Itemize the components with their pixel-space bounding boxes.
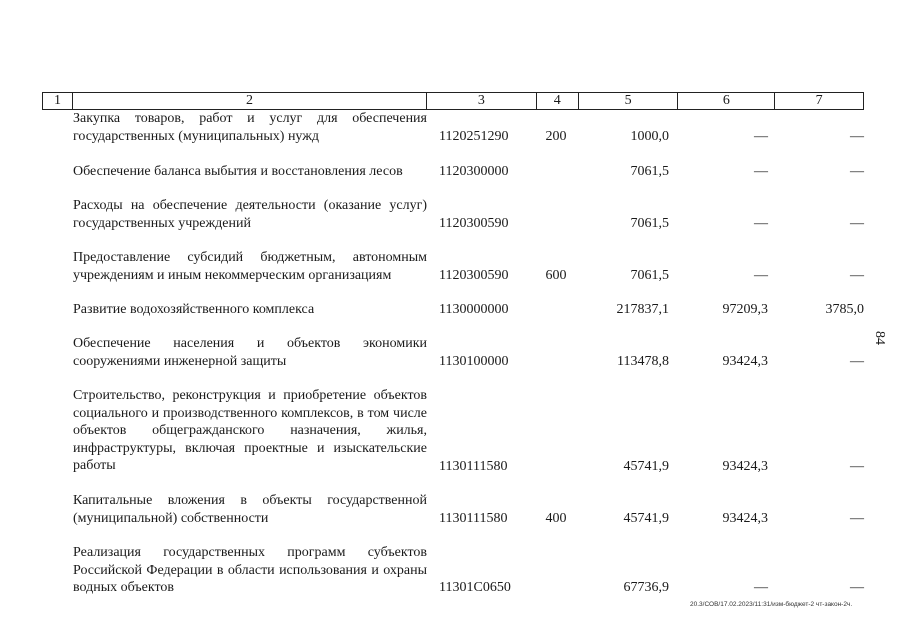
row-value-7: — [850, 354, 864, 369]
row-description: Строительство, реконструкция и приобретение объектов социального и производственного комплексов, в том числе объектов общегражданского назначения, жилья, инфраструктуры, включая проектные и изыскательские работы [73, 388, 427, 473]
row-value-5: 217837,1 [616, 302, 669, 317]
document-footer-stamp: 20.3/СОВ/17.02.2023/11:31/изм-бюджет-2 чт-закон-2ч. [690, 601, 853, 608]
row-value-6: 93424,3 [722, 354, 768, 369]
row-code: 1130111580 [439, 459, 508, 474]
column-header-3: 3 [427, 93, 537, 109]
row-kind: 200 [545, 129, 567, 144]
row-description: Закупка товаров, работ и услуг для обеспечения государственных (муниципальных) нужд [73, 111, 427, 144]
column-header-2: 2 [73, 93, 427, 109]
row-value-6: — [754, 216, 768, 231]
row-value-5: 67736,9 [623, 580, 669, 595]
column-header-6: 6 [678, 93, 775, 109]
row-kind: 600 [545, 268, 567, 283]
row-value-6: 93424,3 [722, 511, 768, 526]
row-value-5: 7061,5 [630, 164, 669, 179]
row-code: 1120300590 [439, 268, 509, 283]
row-value-5: 1000,0 [630, 129, 669, 144]
row-value-5: 113478,8 [617, 354, 669, 369]
row-value-5: 7061,5 [630, 268, 669, 283]
row-value-6: — [754, 129, 768, 144]
column-header-5: 5 [579, 93, 679, 109]
column-header-4: 4 [537, 93, 579, 109]
row-value-7: — [850, 580, 864, 595]
row-value-7: — [850, 268, 864, 283]
row-code: 1130111580 [439, 511, 508, 526]
row-description: Расходы на обеспечение деятельности (оказание услуг) государственных учреждений [73, 198, 427, 231]
row-value-6: 97209,3 [722, 302, 768, 317]
row-value-6: 93424,3 [722, 459, 768, 474]
row-code: 11301С0650 [439, 580, 511, 595]
row-value-7: — [850, 164, 864, 179]
row-value-5: 45741,9 [623, 511, 669, 526]
column-header-7: 7 [815, 93, 823, 108]
row-value-5: 45741,9 [623, 459, 669, 474]
row-value-7: — [850, 511, 864, 526]
row-code: 1130000000 [439, 302, 509, 317]
row-code: 1130100000 [439, 354, 509, 369]
row-value-7: — [850, 216, 864, 231]
row-value-7: — [850, 129, 864, 144]
row-description: Обеспечение населения и объектов экономики сооружениями инженерной защиты [73, 336, 427, 369]
row-description: Реализация государственных программ субъектов Российской Федерации в области использования и охраны водных объектов [73, 545, 427, 595]
row-description: Предоставление субсидий бюджетным, автономным учреждениям и иным некоммерческим организациям [73, 250, 427, 283]
row-value-5: 7061,5 [630, 216, 669, 231]
row-value-6: — [754, 580, 768, 595]
row-kind: 400 [545, 511, 567, 526]
row-value-6: — [754, 268, 768, 283]
page-number: 84 [872, 331, 887, 345]
row-value-7: 3785,0 [825, 302, 864, 317]
row-description: Обеспечение баланса выбытия и восстановления лесов [73, 164, 403, 179]
row-description: Развитие водохозяйственного комплекса [73, 302, 315, 317]
column-header-1: 1 [43, 93, 73, 109]
row-code: 1120300590 [439, 216, 509, 231]
row-value-7: — [850, 459, 864, 474]
row-code: 1120251290 [439, 129, 509, 144]
table-header-row [42, 92, 864, 110]
row-description: Капитальные вложения в объекты государственной (муниципальной) собственности [73, 493, 427, 526]
row-code: 1120300000 [439, 164, 509, 179]
row-value-6: — [754, 164, 768, 179]
